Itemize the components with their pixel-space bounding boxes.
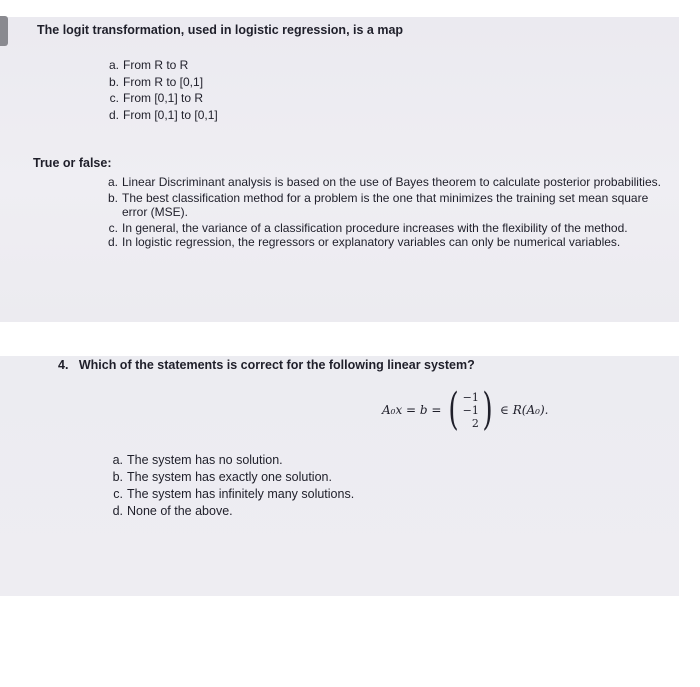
- option-letter: a.: [108, 58, 119, 72]
- q4-title: 4. Which of the statements is correct for the following linear system?: [58, 358, 475, 372]
- option-letter: d.: [112, 504, 123, 518]
- option-letter: d.: [107, 235, 118, 249]
- option-letter: c.: [113, 487, 123, 501]
- q1-option-b: [108, 74, 218, 91]
- option-text: From R to R: [123, 58, 189, 72]
- right-paren-glyph: ): [482, 384, 493, 435]
- option-letter: c.: [108, 220, 118, 235]
- option-text: The best classification method for a problem is the one that minimizes the training set mean square error (MSE).: [122, 190, 649, 219]
- q2-option-b: [100, 191, 670, 220]
- left-paren-glyph: (: [448, 384, 460, 435]
- option-text: In logistic regression, the regressors or explanatory variables can only be numerical variables.: [122, 235, 621, 249]
- option-text: In general, the variance of a classification procedure increases with the flexibility of the method.: [122, 220, 628, 235]
- option-letter: c.: [109, 91, 119, 105]
- option-letter: b.: [108, 74, 119, 89]
- q1-options: [108, 57, 218, 123]
- option-letter: d.: [108, 107, 119, 122]
- q2-options: [100, 175, 670, 250]
- vector-entries: [463, 391, 479, 430]
- q4-options: [112, 452, 355, 520]
- q2-title: True or false:: [33, 156, 112, 170]
- option-letter: b.: [107, 190, 118, 205]
- q4-option-c: [113, 486, 355, 503]
- q2-option-a: [100, 175, 670, 190]
- q4-option-d: [112, 503, 354, 520]
- option-text: The system has exactly one solution.: [127, 470, 332, 484]
- q1-option-d: [108, 107, 218, 124]
- q1-option-c: [109, 90, 218, 107]
- equation-rhs: ∈ R(A₀).: [500, 403, 549, 417]
- option-text: Linear Discriminant analysis is based on the use of Bayes theorem to calculate posterior probabilities.: [122, 175, 661, 189]
- question-photo-top: [0, 17, 679, 322]
- q4-option-a: [112, 452, 354, 469]
- vector-entry: −1: [462, 403, 479, 417]
- q2-option-c: [100, 221, 670, 236]
- option-text: The system has infinitely many solutions.: [127, 487, 355, 501]
- vector-entry: −1: [462, 390, 479, 404]
- vector-entry: 2: [471, 416, 479, 430]
- q1-option-a: [108, 57, 218, 74]
- question-photo-bottom: [0, 356, 679, 596]
- q2-option-d: [100, 235, 670, 250]
- equation-lhs: A₀x = b =: [382, 403, 442, 417]
- linear-system-equation: [382, 384, 549, 435]
- page-edge-mark: [0, 16, 8, 46]
- option-letter: a.: [112, 453, 123, 467]
- option-letter: a.: [107, 175, 118, 189]
- option-text: From [0,1] to R: [123, 91, 204, 105]
- option-text: The system has no solution.: [127, 453, 283, 467]
- q4-option-b: [112, 469, 354, 486]
- option-text: None of the above.: [127, 504, 233, 518]
- option-text: From [0,1] to [0,1]: [123, 107, 218, 122]
- q1-title: The logit transformation, used in logistic regression, is a map: [37, 23, 404, 37]
- column-vector: [445, 384, 496, 435]
- option-text: From R to [0,1]: [123, 74, 204, 89]
- option-letter: b.: [112, 470, 123, 484]
